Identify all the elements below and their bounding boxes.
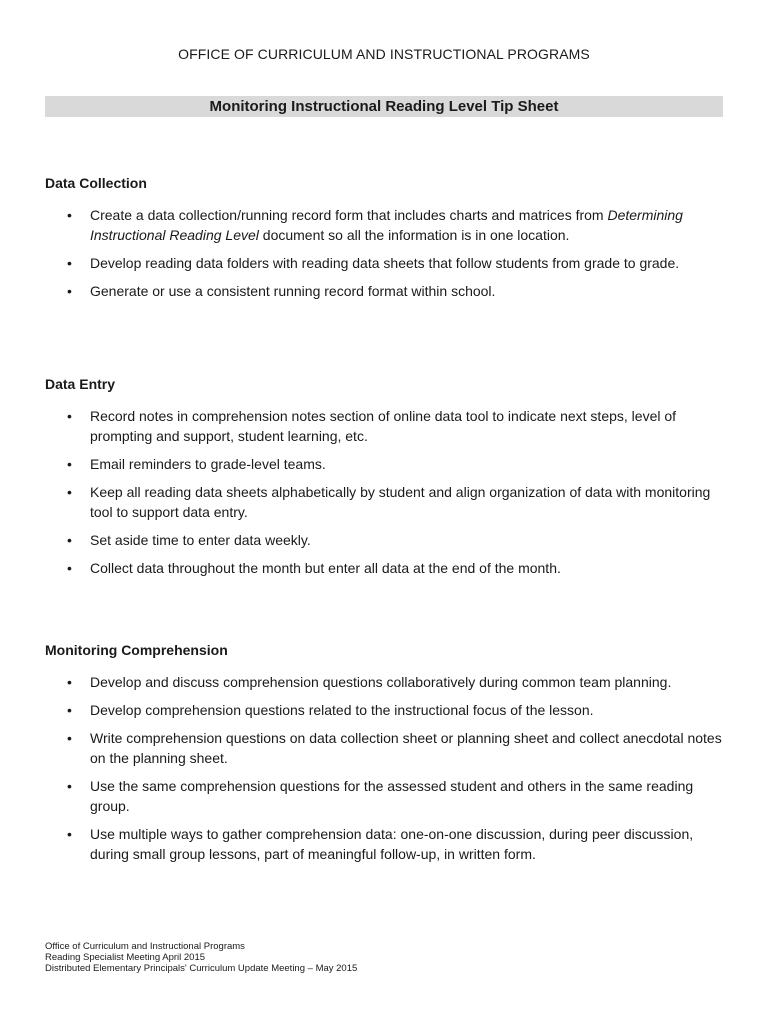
bullet-icon: • [67, 408, 72, 424]
list-item [45, 253, 735, 273]
item-text: Develop reading data folders with reading data sheets that follow students from grade to grade. [90, 255, 680, 271]
page-footer [45, 941, 357, 974]
item-text: Write comprehension questions on data collection sheet or planning sheet and collect anecdotal notes on the planning sheet. [90, 730, 722, 766]
footer-line: Reading Specialist Meeting April 2015 [45, 952, 206, 963]
bullet-icon: • [67, 532, 72, 548]
list-item [45, 558, 735, 578]
item-text: Keep all reading data sheets alphabetically by student and align organization of data with monitoring tool to support data entry. [90, 484, 711, 520]
bullet-icon: • [67, 560, 72, 576]
bullet-icon: • [67, 207, 72, 223]
item-text: Email reminders to grade-level teams. [90, 456, 326, 472]
item-text: Develop and discuss comprehension questions collaboratively during common team planning. [90, 674, 672, 690]
bullet-icon: • [67, 283, 72, 299]
bullet-icon: • [67, 674, 72, 690]
document-title: Monitoring Instructional Reading Level Tip Sheet [209, 98, 559, 115]
list-item [45, 281, 735, 301]
item-text: Record notes in comprehension notes section of online data tool to indicate next steps, level of prompting and support, student learning, etc. [90, 408, 677, 444]
item-text: document so all the information is in one location. [258, 227, 570, 243]
section-heading: Data Entry [45, 376, 116, 392]
bullet-icon: • [67, 255, 72, 271]
bullet-icon: • [67, 778, 72, 794]
item-text: Collect data throughout the month but enter all data at the end of the month. [90, 560, 561, 576]
bullet-list [45, 406, 735, 578]
list-item [45, 672, 735, 692]
list-item [45, 482, 735, 522]
bullet-icon: • [67, 702, 72, 718]
section-heading: Monitoring Comprehension [45, 642, 228, 658]
item-text: Create a data collection/running record form that includes charts and matrices from [90, 207, 608, 223]
bullet-icon: • [67, 826, 72, 842]
list-item [45, 776, 735, 816]
section-data-collection [45, 175, 735, 309]
item-text: Use multiple ways to gather comprehension data: one-on-one discussion, during peer discussion, during small group lessons, part of meaningful follow-up, in written form. [90, 826, 694, 862]
list-item [45, 406, 735, 446]
list-item [45, 530, 735, 550]
item-text: Set aside time to enter data weekly. [90, 532, 311, 548]
list-item [45, 454, 735, 474]
item-text-emphasis: Determining Instructional Reading Level [90, 207, 683, 243]
bullet-list [45, 205, 735, 301]
item-text: Develop comprehension questions related to the instructional focus of the lesson. [90, 702, 594, 718]
item-text: Use the same comprehension questions for the assessed student and others in the same reading group. [90, 778, 694, 814]
office-header: OFFICE OF CURRICULUM AND INSTRUCTIONAL PROGRAMS [178, 46, 590, 62]
list-item [45, 824, 735, 864]
section-data-entry [45, 376, 735, 586]
section-monitoring-comprehension [45, 642, 735, 872]
list-item [45, 205, 735, 245]
footer-line: Office of Curriculum and Instructional Programs [45, 941, 245, 952]
bullet-icon: • [67, 484, 72, 500]
title-bar [45, 96, 723, 117]
section-heading: Data Collection [45, 175, 147, 191]
list-item [45, 728, 735, 768]
footer-line: Distributed Elementary Principals' Curriculum Update Meeting – May 2015 [45, 963, 358, 974]
bullet-icon: • [67, 456, 72, 472]
list-item [45, 700, 735, 720]
bullet-icon: • [67, 730, 72, 746]
item-text: Generate or use a consistent running record format within school. [90, 283, 496, 299]
bullet-list [45, 672, 735, 864]
